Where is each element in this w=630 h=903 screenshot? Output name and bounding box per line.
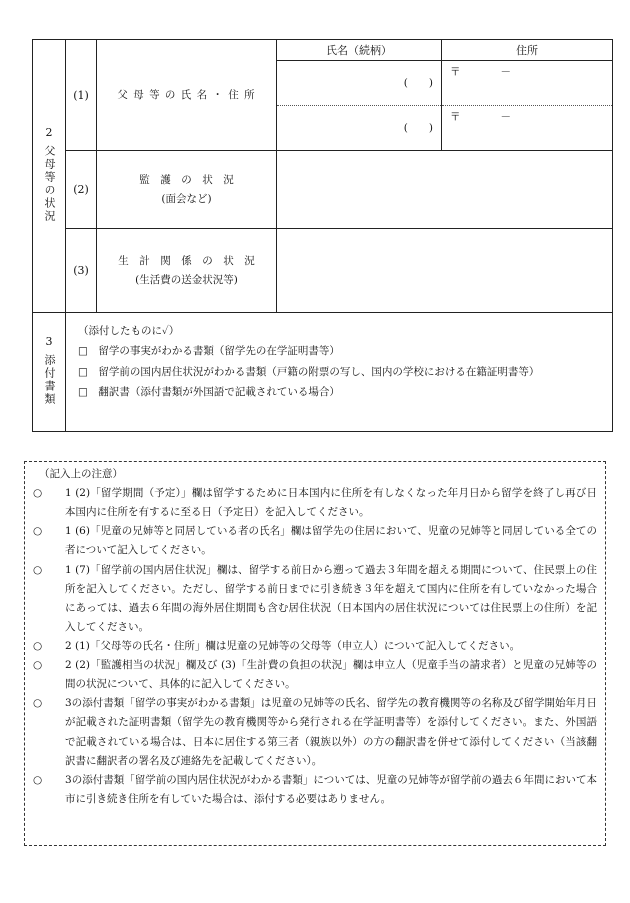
attachments-cell [66, 313, 613, 432]
item3-label-sub: (生活費の送金状況等) [135, 273, 238, 286]
note-text: 1 (7)「留学前の国内居住状況」欄は、留学する前日から遡って過去３年間を超える期間について、住民票上の住所を記入してください。ただし、留学する前日までに引き続き３年を超えて国内に住所を有していなかった場合にあっては、過去６年間の海外居住期間も含む居住状況（日本国内の居住状況については住民票上の住所）を記入してください。 [65, 563, 597, 633]
livelihood-status-field[interactable] [277, 229, 613, 313]
notes-title: （記入上の注意） [39, 468, 123, 480]
name-column-header: 氏名（続柄） [277, 40, 442, 61]
section3-header [33, 313, 66, 432]
item3-label [97, 229, 277, 313]
item3-label-main: 生 計 関 係 の 状 況 [118, 254, 255, 267]
note-item [33, 771, 597, 809]
attachment-checkbox-residence-proof[interactable]: □ 留学前の国内居住状況がわかる書類（戸籍の附票の写し、国内の学校における在籍証明書等） [78, 365, 540, 378]
note-bullet: ○ [33, 525, 43, 538]
note-bullet: ○ [33, 487, 43, 500]
item3-number: (3) [66, 229, 97, 313]
custody-status-field[interactable] [277, 151, 613, 229]
item1-number: (1) [66, 40, 97, 151]
parent2-name-field[interactable] [277, 106, 442, 151]
section2-title: 父母等の状況 [43, 145, 56, 223]
parent1-address-field[interactable] [442, 61, 613, 106]
section2-number: 2 [45, 126, 53, 139]
postal-code [450, 109, 511, 124]
note-text: 3の添付書類「留学の事実がわかる書類」は児童の兄姉等の氏名、留学先の教育機関等の名称及び留学開始年月日が記載された証明書類（留学先の教育機関等から発行される在学証明書等）を添付してください。また、外国語で記載されている場合は、日本に居住する第三者（親族以外）の方の翻訳書を併せて添付してください（当該翻訳書に翻訳者の署名及び連絡先を記載してください）。 [65, 697, 597, 767]
notes-box [24, 461, 606, 846]
form-table [32, 39, 613, 432]
note-item [33, 637, 597, 656]
section3-number: 3 [45, 335, 53, 348]
attachments-instruction: （添付したものに✓） [78, 325, 180, 337]
note-text: 3の添付書類「留学前の国内居住状況がわかる書類」については、児童の兄姉等が留学前の過去６年間において本市に引き続き住所を有していた場合は、添付する必要はありません。 [65, 773, 597, 805]
item2-label-main: 監 護 の 状 況 [139, 173, 234, 186]
postal-mark: 〒 [450, 111, 461, 123]
note-item [33, 561, 597, 637]
section3-title: 添付書類 [43, 354, 56, 406]
item2-label-sub: (面会など) [161, 192, 212, 205]
postal-dash: － [500, 66, 511, 78]
note-text: 1 (6)「児童の兄姉等と同居している者の氏名」欄は留学先の住居において、児童の兄姉等と同居している全ての者について記入してください。 [65, 525, 597, 557]
address-column-header: 住所 [442, 40, 613, 61]
note-bullet: ○ [33, 659, 43, 672]
section2-header [33, 40, 66, 313]
note-bullet: ○ [33, 773, 43, 786]
postal-mark: 〒 [450, 66, 461, 78]
note-bullet: ○ [33, 563, 43, 576]
item2-label [97, 151, 277, 229]
note-text: 1 (2)「留学期間（予定）」欄は留学するために日本国内に住所を有しなくなった年月日から留学を終了し再び日本国内に住所を有するに至る日（予定日）を記入してください。 [65, 487, 597, 519]
parent2-address-field[interactable] [442, 106, 613, 151]
note-text: 2 (1)「父母等の氏名・住所」欄は児童の兄姉等の父母等（申立人）について記入してください。 [65, 639, 521, 652]
attachment-checkbox-translation[interactable]: □ 翻訳書（添付書類が外国語で記載されている場合） [78, 386, 340, 399]
note-bullet: ○ [33, 639, 43, 652]
note-bullet: ○ [33, 697, 43, 710]
postal-dash: － [500, 111, 511, 123]
parent1-name-field[interactable] [277, 61, 442, 106]
note-item [33, 694, 597, 770]
note-item [33, 522, 597, 560]
note-text: 2 (2)「監護相当の状況」欄及び (3)「生計費の負担の状況」欄は申立人（児童手当の請求者）と児童の兄姉等の間の状況について、具体的に記入してください。 [65, 659, 597, 691]
attachment-checkbox-study-proof[interactable]: □ 留学の事実がわかる書類（留学先の在学証明書等） [78, 345, 340, 358]
relationship-paren: ( ) [403, 77, 433, 89]
note-item [33, 656, 597, 694]
relationship-paren: ( ) [403, 122, 433, 134]
note-item [33, 484, 597, 522]
postal-code [450, 64, 511, 79]
item2-number: (2) [66, 151, 97, 229]
item1-label: 父 母 等 の 氏 名 ・ 住 所 [97, 40, 277, 151]
